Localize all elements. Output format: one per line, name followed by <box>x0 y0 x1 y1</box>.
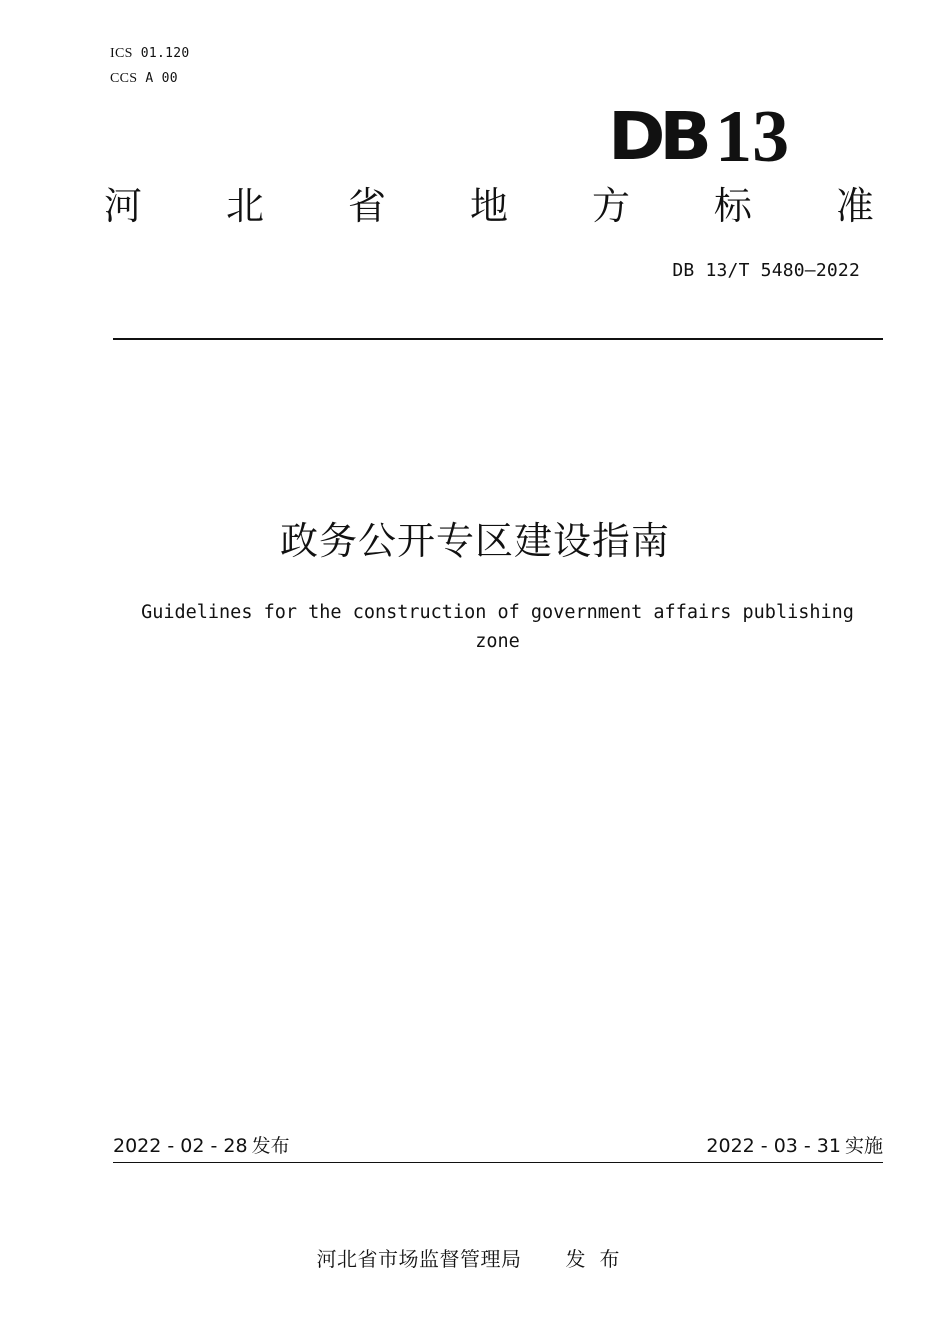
issuer-line <box>0 1244 950 1274</box>
issuer-action: 发布 <box>565 1247 634 1271</box>
ics-label: ICS <box>110 46 133 61</box>
publish-date-block <box>113 1132 290 1160</box>
bottom-divider <box>113 1162 883 1163</box>
standard-type-char: 地 <box>469 184 508 228</box>
top-divider <box>113 338 883 340</box>
ics-code <box>110 46 189 62</box>
db13-logo-mark <box>608 96 790 178</box>
title-english: Guidelines for the construction of government affairs publishing zone <box>141 602 854 652</box>
ccs-label: CCS <box>110 71 138 86</box>
ccs-code <box>110 71 178 87</box>
standard-type-char: 标 <box>713 184 752 228</box>
standard-type-char: 省 <box>347 184 386 228</box>
ccs-value: A 00 <box>145 71 178 86</box>
standard-type-heading <box>104 182 874 230</box>
ics-value: 01.120 <box>140 46 190 61</box>
implement-date-block <box>706 1132 883 1160</box>
implement-word: 实施 <box>844 1135 883 1157</box>
issuer-name: 河北省市场监督管理局 <box>316 1247 522 1271</box>
standard-type-char: 准 <box>835 184 874 228</box>
db-logo-letters: DB <box>608 98 706 175</box>
standard-number: DB 13/T 5480—2022 <box>672 260 860 281</box>
title-chinese: 政务公开专区建设指南 <box>279 519 670 563</box>
standard-type-char: 河 <box>104 184 143 228</box>
publish-date: 2022 - 02 - 28 <box>113 1135 248 1157</box>
publish-word: 发布 <box>251 1135 290 1157</box>
db-logo-number: 13 <box>715 96 790 178</box>
standard-type-char: 方 <box>591 184 630 228</box>
implement-date: 2022 - 03 - 31 <box>706 1135 841 1157</box>
standard-type-char: 北 <box>225 184 264 228</box>
